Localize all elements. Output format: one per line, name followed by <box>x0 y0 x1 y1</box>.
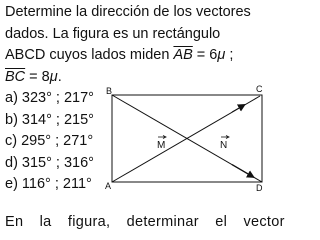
option-b[interactable] <box>5 110 94 132</box>
option-text: 295° ; 271° <box>21 133 94 150</box>
option-e[interactable] <box>5 174 94 196</box>
vector-m-arrow <box>232 105 245 113</box>
unit-mu-bc: μ <box>49 68 58 85</box>
option-letter: c) <box>5 133 18 150</box>
figure-svg <box>104 85 274 195</box>
separator: ; <box>225 47 234 63</box>
problem-statement <box>5 2 297 88</box>
option-text: 116° ; 211° <box>21 176 92 193</box>
option-a[interactable] <box>5 88 94 110</box>
option-letter: e) <box>5 176 18 193</box>
vector-ab-label: $\overline{AB}$ <box>173 47 193 63</box>
statement-line-1: Determine la dirección de los vectores <box>5 4 251 20</box>
rectangle-figure <box>104 85 274 195</box>
option-text: 315° ; 316° <box>21 154 94 171</box>
option-letter: a) <box>5 90 18 106</box>
vertex-a-label: A <box>105 181 112 191</box>
option-text: 323° ; 217° <box>21 90 94 106</box>
option-text: 314° ; 215° <box>21 111 94 128</box>
vector-n-arrow <box>232 165 254 178</box>
statement-end: . <box>57 68 62 85</box>
statement-line-3 <box>5 45 297 67</box>
vector-m-label: M <box>157 140 166 151</box>
vector-bc-label: $\overline{BC}$ <box>5 68 26 85</box>
vertex-b-label: B <box>106 86 113 96</box>
option-letter: b) <box>5 111 18 128</box>
unit-mu-ab: μ <box>217 47 226 63</box>
next-problem-text: En la figura, determinar el vector <box>5 214 285 230</box>
option-d[interactable] <box>5 153 94 175</box>
option-letter: d) <box>5 154 18 171</box>
vector-n-label: N <box>220 140 228 151</box>
answer-options <box>5 88 94 196</box>
statement-line-2: dados. La figura es un rectángulo <box>5 25 221 42</box>
statement-line-3-text: ABCD cuyos lados miden <box>5 47 174 63</box>
vertex-c-label: C <box>256 84 263 94</box>
equals-ab: = 6 <box>192 47 218 63</box>
equals-bc: = 8 <box>25 68 50 85</box>
vertex-d-label: D <box>256 183 263 193</box>
option-c[interactable] <box>5 131 94 153</box>
